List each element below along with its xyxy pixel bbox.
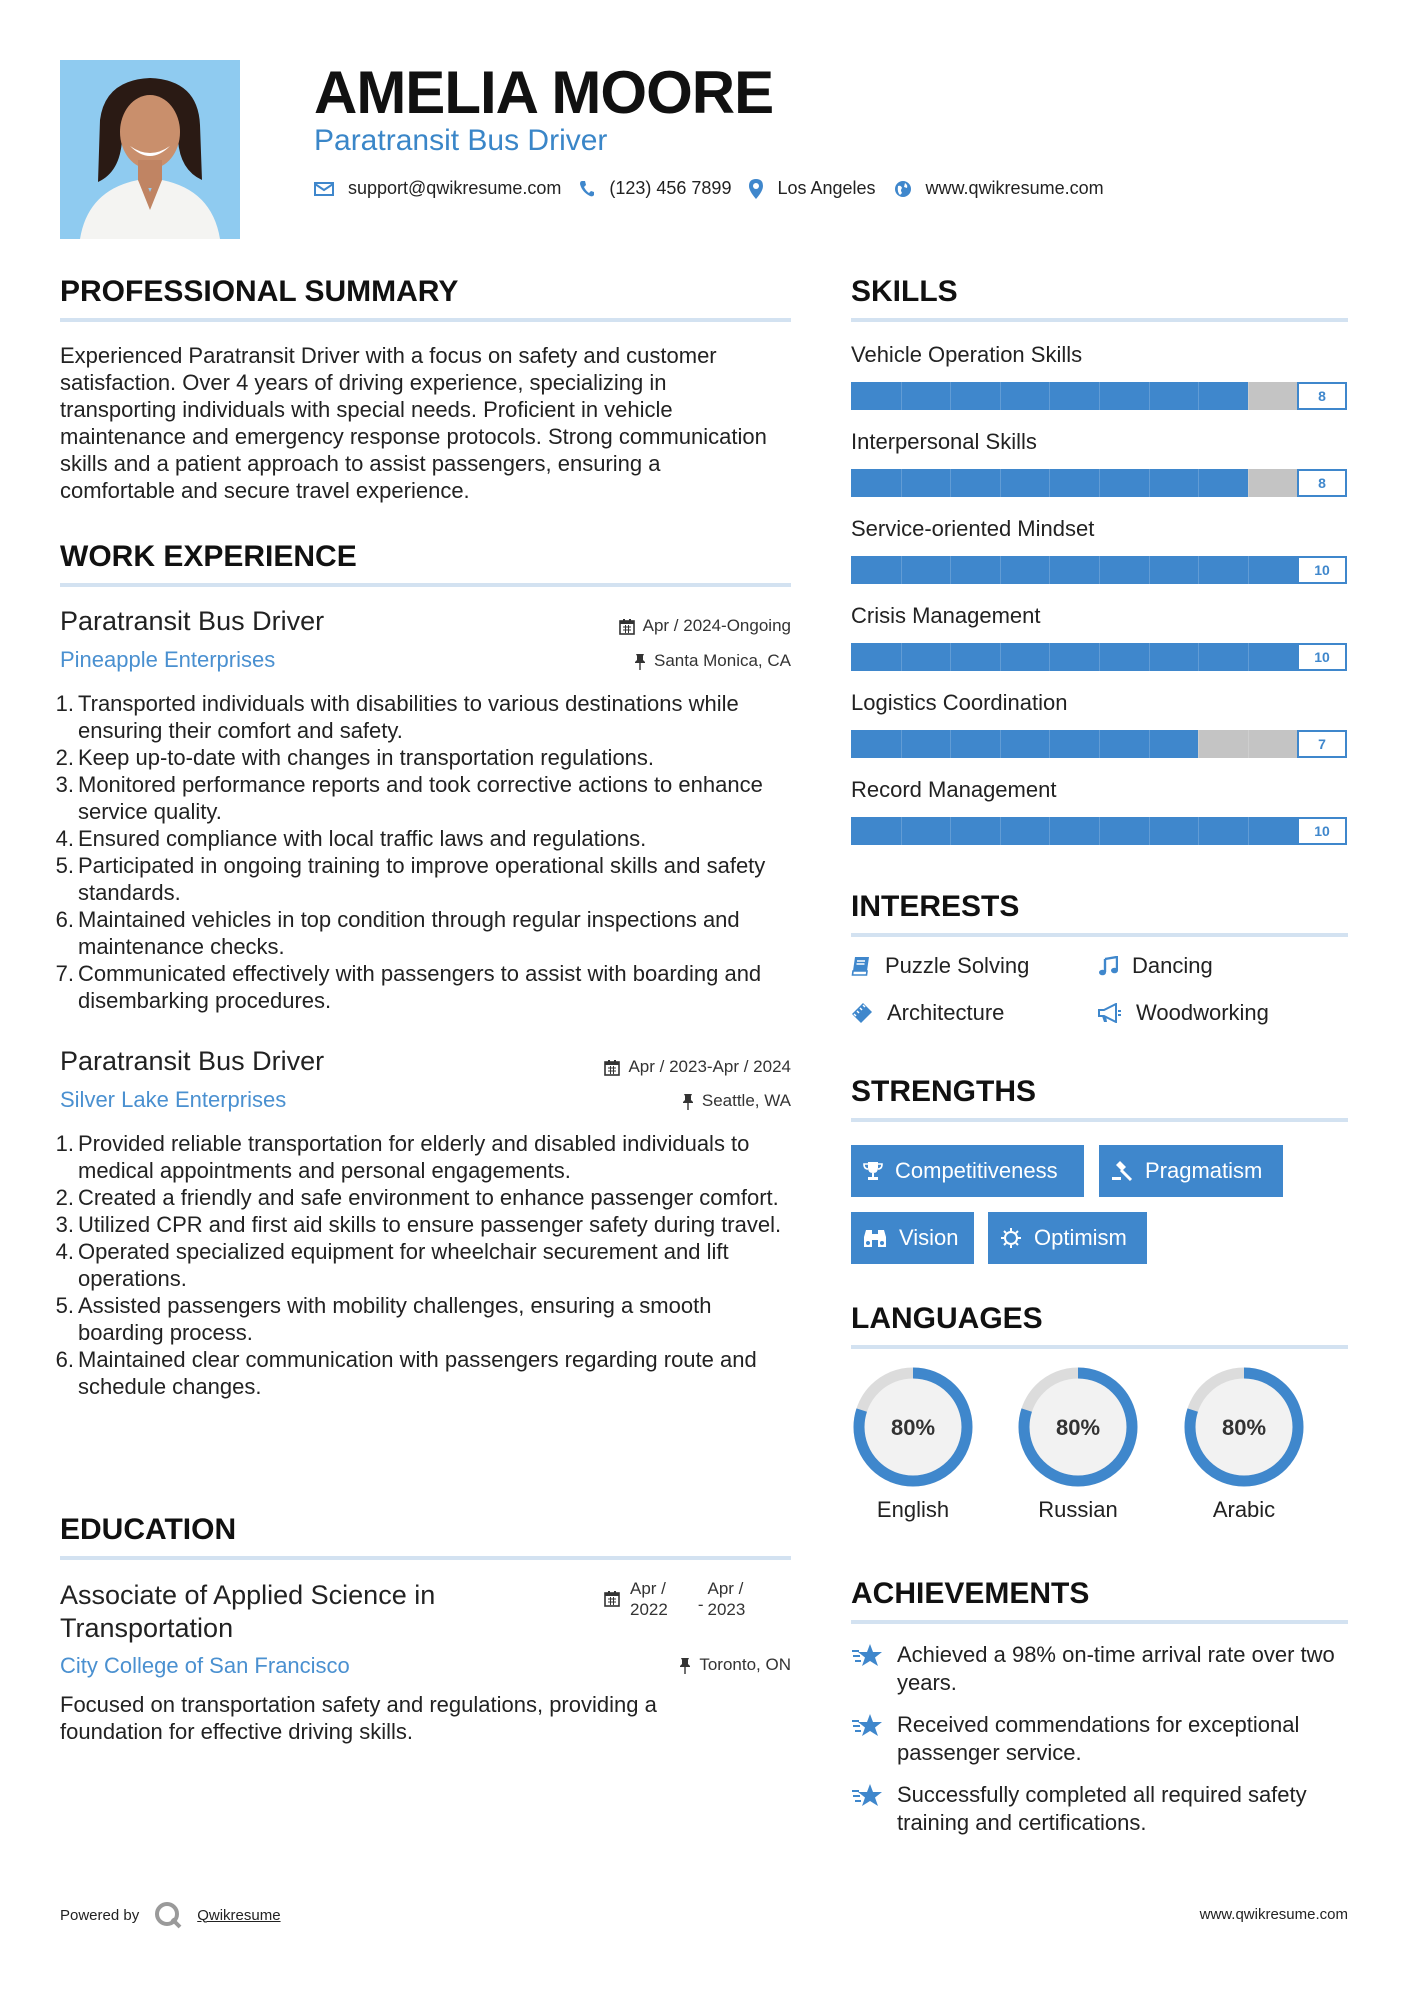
skill-bar-divider — [1000, 643, 1001, 671]
education-date-end — [708, 1578, 746, 1620]
strength-badge — [851, 1212, 974, 1264]
skill-bar-divider — [1049, 382, 1050, 410]
skill-bar-divider — [1198, 730, 1199, 758]
skill-bar — [851, 643, 1347, 671]
skill-bar-divider — [1000, 469, 1001, 497]
job-title: Paratransit Bus Driver — [60, 1046, 325, 1076]
skill-bar-divider — [1049, 469, 1050, 497]
list-item: Maintained clear communication with passengers regarding route and schedule changes. — [78, 1347, 757, 1399]
phone-icon — [579, 180, 595, 198]
skill-bar-divider — [1149, 556, 1150, 584]
interest-label: Dancing — [1132, 953, 1213, 978]
book-icon — [851, 956, 871, 976]
skill-bar-divider — [901, 382, 902, 410]
achievement-item — [851, 1711, 1351, 1767]
skill-level-badge: 7 — [1297, 730, 1347, 758]
interest-item — [851, 953, 1029, 979]
skill-bar-divider — [1149, 382, 1150, 410]
skill-bar-divider — [1198, 643, 1199, 671]
list-item: Monitored performance reports and took corrective actions to enhance service quality. — [78, 772, 763, 824]
star-icon — [851, 1713, 883, 1739]
pushpin-icon — [679, 1657, 691, 1674]
school-name[interactable]: City College of San Francisco — [60, 1653, 350, 1678]
language-name: English — [876, 1497, 950, 1522]
skill-bar-divider — [1248, 643, 1249, 671]
skill-bar-divider — [1049, 556, 1050, 584]
skill-bar-divider — [1099, 556, 1100, 584]
location-text: Los Angeles — [777, 178, 876, 198]
skill-bar-divider — [1248, 382, 1249, 410]
achievements-heading: ACHIEVEMENTS — [851, 1577, 1090, 1610]
skill-label: Logistics Coordination — [851, 690, 1068, 715]
education-date-start — [630, 1578, 668, 1620]
skill-bar-divider — [1198, 817, 1199, 845]
skill-bar-divider — [1049, 730, 1050, 758]
skill-bar-divider — [901, 817, 902, 845]
skill-bar-divider — [1248, 556, 1249, 584]
summary-rule — [60, 318, 791, 322]
strength-label: Pragmatism — [1145, 1158, 1263, 1183]
date-start-month: Apr / — [630, 1579, 666, 1598]
skill-bar-divider — [1099, 469, 1100, 497]
interests-rule — [851, 933, 1348, 937]
skill-bar-divider — [1198, 469, 1199, 497]
date-end-year: 2023 — [707, 1600, 746, 1619]
strengths-rule — [851, 1118, 1348, 1122]
job-date — [619, 616, 791, 636]
email-text: support@qwikresume.com — [348, 178, 562, 198]
experience-heading: WORK EXPERIENCE — [60, 540, 357, 573]
job-date-text: Apr / 2024-Ongoing — [642, 616, 791, 635]
job-duties-list — [60, 690, 795, 1014]
job-company[interactable]: Pineapple Enterprises — [60, 647, 276, 672]
strength-label: Vision — [899, 1225, 959, 1250]
interests-heading: INTERESTS — [851, 890, 1020, 923]
skill-bar-divider — [1099, 382, 1100, 410]
skill-bar-divider — [901, 556, 902, 584]
language-percent: 80% — [890, 1415, 936, 1440]
skill-bar-divider — [950, 643, 951, 671]
job-duties-list — [60, 1130, 795, 1400]
education-date — [604, 1578, 745, 1620]
skill-label: Interpersonal Skills — [851, 429, 1037, 454]
skill-bar-divider — [1198, 556, 1199, 584]
skill-bar-divider — [1248, 817, 1249, 845]
job-location — [682, 1091, 791, 1111]
skill-bar-divider — [950, 469, 951, 497]
list-item: Communicated effectively with passengers to assist with boarding and disembarking procedures. — [78, 961, 762, 1013]
achievement-item — [851, 1641, 1351, 1697]
degree-line-2: Transportation — [60, 1613, 234, 1643]
summary-heading: PROFESSIONAL SUMMARY — [60, 275, 459, 308]
skill-bar-divider — [1000, 382, 1001, 410]
language-percent: 80% — [1055, 1415, 1101, 1440]
list-item: Operated specialized equipment for wheelchair securement and lift operations. — [78, 1239, 729, 1291]
languages-heading: LANGUAGES — [851, 1302, 1043, 1335]
education-rule — [60, 1556, 791, 1560]
interest-label: Puzzle Solving — [885, 953, 1030, 978]
job-location-text: Santa Monica, CA — [653, 651, 791, 670]
language-item — [1182, 1365, 1306, 1522]
degree-title — [60, 1579, 435, 1645]
calendar-icon — [604, 1590, 620, 1607]
achievements-rule — [851, 1620, 1348, 1624]
footer-website[interactable]: www.qwikresume.com — [1199, 1906, 1348, 1923]
phone-text: (123) 456 7899 — [609, 178, 732, 198]
skill-level-badge: 10 — [1297, 643, 1347, 671]
skill-bar-divider — [1000, 730, 1001, 758]
skill-bar-divider — [950, 730, 951, 758]
globe-icon — [894, 180, 912, 198]
brand-link[interactable]: Qwikresume — [197, 1906, 281, 1924]
language-name: Arabic — [1212, 1497, 1276, 1522]
skill-label: Crisis Management — [851, 603, 1041, 628]
profile-photo — [60, 60, 240, 239]
skill-bar-divider — [950, 556, 951, 584]
list-item: Assisted passengers with mobility challenges, ensuring a smooth boarding process. — [78, 1293, 712, 1345]
skill-bar-divider — [1248, 469, 1249, 497]
strength-badge — [988, 1212, 1147, 1264]
job-company[interactable]: Silver Lake Enterprises — [60, 1087, 287, 1112]
trophy-icon — [863, 1161, 883, 1181]
degree-line-1: Associate of Applied Science in — [60, 1580, 436, 1610]
calendar-icon — [619, 618, 635, 635]
strengths-heading: STRENGTHS — [851, 1075, 1037, 1108]
list-item: Transported individuals with disabilities to various destinations while ensuring their comfort and safety. — [78, 691, 739, 743]
education-location-text: Toronto, ON — [699, 1655, 791, 1674]
achievement-text: Achieved a 98% on-time arrival rate over two years. — [897, 1642, 1335, 1695]
skill-level-badge: 8 — [1297, 469, 1347, 497]
qwikresume-logo-icon — [153, 1900, 183, 1930]
interest-item — [1098, 953, 1213, 979]
language-progress-ring — [851, 1365, 975, 1489]
summary-text: Experienced Paratransit Driver with a focus on safety and customer satisfaction. Over 4 years of driving experience, specializing in transporting individuals with special needs. Proficient in vehicle maintenance and emergency response protocols. Strong communication skills and a patient approach to assist passengers, ensuring a comfortable and secure travel experience. — [60, 343, 767, 503]
skill-bar-divider — [950, 382, 951, 410]
interest-item — [1098, 1000, 1269, 1026]
strength-badge — [851, 1145, 1084, 1197]
skill-label: Vehicle Operation Skills — [851, 342, 1083, 367]
skill-bar-divider — [950, 817, 951, 845]
list-item: Maintained vehicles in top condition through regular inspections and maintenance checks. — [78, 907, 740, 959]
skill-bar-divider — [1248, 730, 1249, 758]
list-item: Ensured compliance with local traffic laws and regulations. — [78, 826, 647, 851]
skill-level-badge: 10 — [1297, 556, 1347, 584]
list-item: Utilized CPR and first aid skills to ensure passenger safety during travel. — [78, 1212, 782, 1237]
contact-email[interactable] — [314, 178, 561, 199]
skill-bar — [851, 469, 1347, 497]
skill-bar-divider — [1049, 817, 1050, 845]
pushpin-icon — [682, 1093, 694, 1110]
strength-label: Competitiveness — [895, 1158, 1058, 1183]
job-date-text: Apr / 2023-Apr / 2024 — [628, 1057, 791, 1076]
skill-bar-divider — [1149, 469, 1150, 497]
skill-bar-divider — [1198, 382, 1199, 410]
skill-level-badge: 10 — [1297, 817, 1347, 845]
experience-rule — [60, 583, 791, 587]
contact-phone[interactable] — [579, 178, 731, 199]
interest-item — [851, 1000, 1004, 1026]
skill-bar-divider — [1099, 643, 1100, 671]
megaphone-icon — [1098, 1003, 1122, 1023]
achievement-text: Received commendations for exceptional passenger service. — [897, 1712, 1300, 1765]
skill-bar-divider — [1099, 730, 1100, 758]
skill-bar-divider — [901, 643, 902, 671]
skill-label: Record Management — [851, 777, 1057, 802]
interest-label: Architecture — [887, 1000, 1005, 1025]
star-icon — [851, 1783, 883, 1809]
languages-rule — [851, 1345, 1348, 1349]
skill-label: Service-oriented Mindset — [851, 516, 1095, 541]
job-location-text: Seattle, WA — [701, 1091, 791, 1110]
contact-website[interactable] — [894, 178, 1104, 199]
gavel-icon — [1111, 1160, 1133, 1182]
powered-by-text: Powered by — [60, 1906, 140, 1924]
strength-badge — [1099, 1145, 1283, 1197]
skill-bar-divider — [901, 469, 902, 497]
skill-bar — [851, 730, 1347, 758]
skill-bar-divider — [1149, 817, 1150, 845]
skills-heading: SKILLS — [851, 275, 958, 308]
language-progress-ring — [1182, 1365, 1306, 1489]
date-end-month: Apr / — [707, 1579, 744, 1598]
job-date — [604, 1057, 791, 1077]
job-location — [634, 651, 791, 671]
pushpin-icon — [634, 653, 646, 670]
strength-label: Optimism — [1034, 1225, 1127, 1250]
candidate-title: Paratransit Bus Driver — [314, 124, 608, 157]
list-item: Created a friendly and safe environment to enhance passenger comfort. — [78, 1185, 779, 1210]
skill-bar-divider — [1149, 643, 1150, 671]
skills-rule — [851, 318, 1348, 322]
language-percent: 80% — [1221, 1415, 1267, 1440]
achievement-item — [851, 1781, 1351, 1837]
education-location — [679, 1655, 791, 1675]
map-pin-icon — [749, 179, 763, 199]
date-separator: - — [697, 1595, 704, 1614]
date-start-year: 2022 — [630, 1600, 668, 1619]
star-icon — [851, 1643, 883, 1669]
list-item: Provided reliable transportation for elderly and disabled individuals to medical appointments and personal engagements. — [78, 1131, 750, 1183]
list-item: Keep up-to-date with changes in transportation regulations. — [78, 745, 655, 770]
sun-icon — [1000, 1227, 1022, 1249]
list-item: Participated in ongoing training to improve operational skills and safety standards. — [78, 853, 766, 905]
achievement-text: Successfully completed all required safety training and certifications. — [897, 1782, 1307, 1835]
language-item — [851, 1365, 975, 1522]
education-heading: EDUCATION — [60, 1513, 237, 1546]
skill-bar-divider — [1099, 817, 1100, 845]
language-name: Russian — [1038, 1497, 1118, 1522]
website-text: www.qwikresume.com — [925, 178, 1104, 198]
binoculars-icon — [863, 1228, 887, 1248]
skill-bar — [851, 556, 1347, 584]
skill-bar-divider — [1049, 643, 1050, 671]
skill-level-badge: 8 — [1297, 382, 1347, 410]
calendar-icon — [604, 1059, 620, 1076]
footer-powered-by — [60, 1900, 281, 1930]
skill-bar — [851, 817, 1347, 845]
skill-bar-divider — [1000, 556, 1001, 584]
skill-bar-fill — [851, 730, 1198, 758]
candidate-name: AMELIA MOORE — [314, 59, 774, 126]
education-text: Focused on transportation safety and regulations, providing a foundation for effective driving skills. — [60, 1692, 657, 1744]
skill-bar-divider — [1000, 817, 1001, 845]
envelope-icon — [314, 181, 334, 197]
skill-bar-divider — [901, 730, 902, 758]
language-item — [1016, 1365, 1140, 1522]
language-progress-ring — [1016, 1365, 1140, 1489]
skill-bar-divider — [1149, 730, 1150, 758]
contact-location — [749, 178, 875, 199]
contact-bar — [314, 178, 1122, 199]
job-title: Paratransit Bus Driver — [60, 606, 325, 636]
interest-label: Woodworking — [1136, 1000, 1269, 1025]
ruler-icon — [851, 1002, 873, 1024]
skill-bar — [851, 382, 1347, 410]
music-note-icon — [1098, 956, 1118, 976]
